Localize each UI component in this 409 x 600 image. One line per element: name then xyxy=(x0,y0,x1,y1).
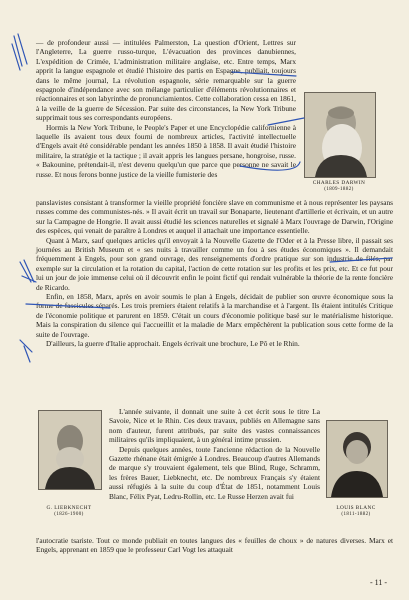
text-column-bottom xyxy=(36,536,393,555)
top-paragraph: — de profondeur aussi — intitulées Palmerston, La question d'Orient, Lettres sur l'Angleterre, La guerre russo-turque, L'évacuation des provinces danubiennes, L'expédition de Crimée, L'administration militaire anglaise, etc. Entre temps, Marx apprit la langue espagnole et étudié l'histoire des partis en Espagne, publiait, toujours dans le même journal, La révolution espagnole, série remarquable sur la guerre espagnole d'indépendance avec son mélange particulier d'éléments révolutionnaires et réactionnaires et son labyrinthe de pronunciamientos. Cette collaboration cessa en 1861, à la veille de la guerre de Sécession. Par suite des circonstances, la New York Tribune supprimait tous ses correspondants européens. xyxy=(36,38,296,123)
mid-paragraph: Depuis quelques années, toute l'ancienne rédaction de la Nouvelle Gazette rhénane était émigrée à Londres. Beaucoup d'autres Allemands de marque s'y trouvaient également, tels que Blind, Ruge, Schramm, les frères Bauer, Liebknecht, etc. De nombreux Français s'y étaient aussi réfugiés à la suite du coup d'État de 1851, notamment Louis Blanc, Félix Pyat, Ledru-Rollin, etc. Le Russe Herzen avait fui xyxy=(109,444,320,501)
top-paragraph: Hormis la New York Tribune, le People's Paper et une Encyclopédie californienne à laquelle ils avaient tous deux fourni de nombreux articles, l'activité intellectuelle d'Engels avait été considérable pendant les années 1850 à 1858. Il avait étudié l'histoire militaire, la stratégie et la tactique ; il avait appris les langues persane, hongroise, russe. « Bakounine, prétendait-il, n'est devenu quelqu'un que parce que personne ne savait le russe. Et nous ferons bonne justice de la vieille fumisterie des xyxy=(36,122,296,179)
page-number: - 11 - xyxy=(369,578,387,587)
caption-blanc-years: (1811-1882) xyxy=(341,511,371,517)
full-paragraph: Quant à Marx, sauf quelques articles qu'il envoyait à la Nouvelle Gazette de l'Oder et à la Presse libre, il passait ses journées au British Museum et « ses nuits à travailler comme un fou à ses études économiques ». Il demandait fréquemment à Engels, pour son grand ouvrage, des renseignements d'ordre pratique sur son industrie de filés, par exemple sur la circulation et la rotation du capital, l'action de cette rotation sur les profits et les prix, etc. Et ce fut pour lui un jour de joie immense celui où il découvrit enfin le point fictif qui rendait vulnérable la théorie de la rente foncière de Ricardo. xyxy=(36,235,393,292)
caption-liebknecht-name: G. LIEBKNECHT xyxy=(46,505,92,511)
caption-blanc-name: LOUIS BLANC xyxy=(336,505,376,511)
portrait-liebknecht xyxy=(38,410,102,490)
caption-darwin-name: CHARLES DARWIN xyxy=(312,180,366,186)
caption-darwin-years: (1809-1882) xyxy=(324,186,354,192)
portrait-blanc xyxy=(326,420,388,498)
text-column-full xyxy=(36,198,393,349)
blanc-photo xyxy=(327,421,387,497)
full-paragraph: panslavistes consistant à transformer la vieille propriété foncière slave en communisme et à nous représenter les paysans russes comme des communistes-nés. » Il avait écrit un travail sur Bonaparte, lieutenant d'artillerie et écrivain, et un autre sur la Campagne de Hongrie. Il avait aussi étudié les sciences naturelles et signalé à Marx l'ouvrage de Darwin, l'Origine des espèces, qui venait de paraître à Londres et auquel il attachait une importance essentielle. xyxy=(36,198,393,236)
mid-paragraph: L'année suivante, il donnait une suite à cet écrit sous le titre La Savoie, Nice et le Rhin. Ces deux travaux, publiés en Allemagne sans nom d'auteur, furent attribués, par suite des vastes connaissances militaires qu'ils impliquaient, à un général intime prussien. xyxy=(109,407,320,445)
darwin-photo xyxy=(305,93,375,177)
bottom-paragraph: l'autocratie tsariste. Tout ce monde publiait en toutes langues des « feuilles de choux » de natures diverses. Marx et Engels, apprenant en 1859 que le professeur Carl Vogt les attaquait xyxy=(36,536,393,555)
caption-darwin xyxy=(298,180,380,193)
full-paragraph: Enfin, en 1858, Marx, après en avoir soumis le plan à Engels, décidait de publier son œuvre économique sous la forme de fascicules séparés. Les trois premiers étaient relatifs à la marchandise et à l'argent. Ils étaient intitulés Critique de l'économie politique et parurent en 1859. C'était un cours d'économie politique basé sur le matérialisme historique. Mais la conspiration du silence qui l'accueillit et la maladie de Marx empêchèrent la publication sous cette forme de la suite de l'ouvrage. xyxy=(36,292,393,339)
text-column-top xyxy=(36,38,296,179)
caption-liebknecht-years: (1826-1900) xyxy=(54,511,84,517)
text-column-middle xyxy=(109,407,320,501)
portrait-darwin xyxy=(304,92,376,178)
full-paragraph: D'ailleurs, la guerre d'Italie approchait. Engels écrivait une brochure, Le Pô et le Rhin. xyxy=(46,339,300,349)
caption-blanc xyxy=(318,505,394,518)
caption-liebknecht xyxy=(34,505,104,518)
liebknecht-photo xyxy=(39,411,101,489)
